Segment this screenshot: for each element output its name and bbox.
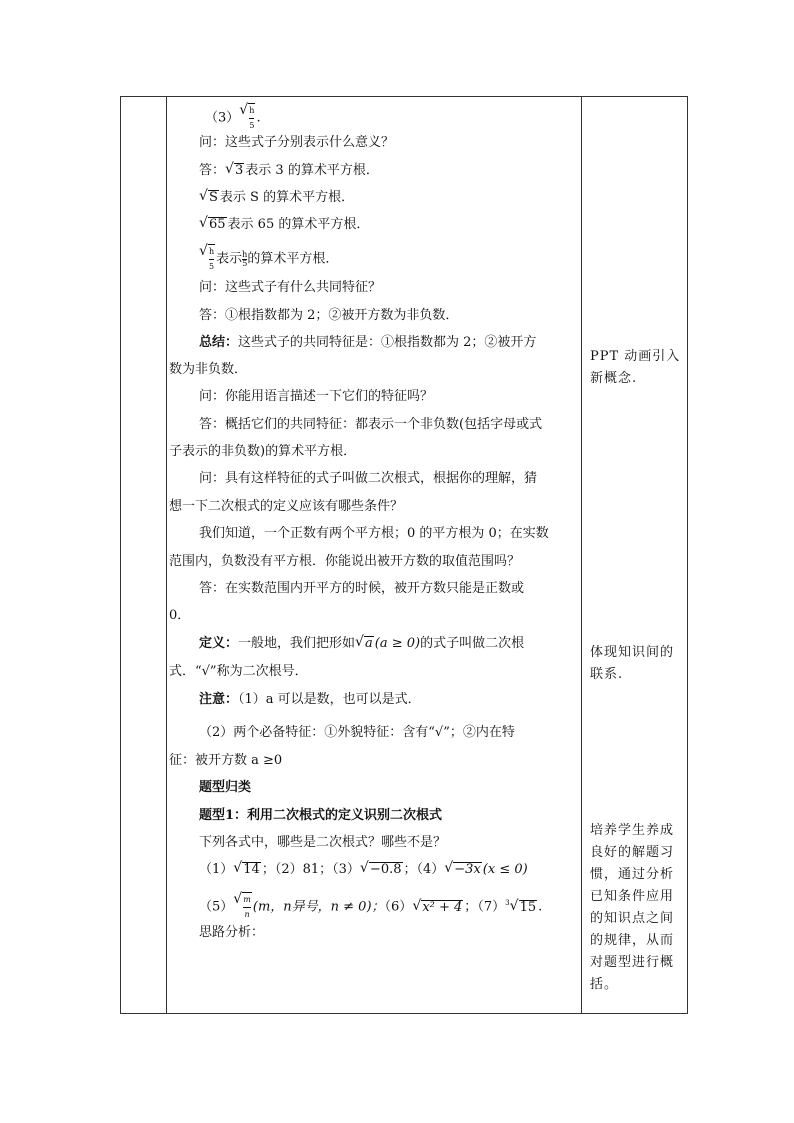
question-1: 问：这些式子分别表示什么意义？ — [199, 135, 395, 150]
answer-1: 答：√ 3 表示 3 的算术平方根． — [169, 162, 581, 180]
definition-cont: 式．“√”称为二次根号． — [169, 664, 308, 679]
answer-6: 答：概括它们的共同特征：都表示一个非负数(包括字母或式 — [199, 417, 543, 432]
item-3: （3） √ $\frac{h}{5}$ . — [169, 103, 617, 133]
summary: 总结：这些式子的共同特征是：①根指数都为 2；②被开方 — [199, 335, 537, 350]
notes-column — [581, 97, 688, 1013]
left-column — [121, 97, 167, 1013]
lesson-table — [120, 96, 688, 1014]
question-4: 问：具有这样特征的式子叫做二次根式，根据你的理解，猜 — [199, 471, 538, 486]
answer-3: √ 65 表示 65 的算术平方根． — [169, 216, 581, 234]
side-note-connection: 体现知识间的联系. — [590, 645, 675, 682]
side-note-habits: 培养学生养成良好的解题习惯，通过分析已知条件应用的知识点之间的规律，从而对题型进行概括。 — [590, 823, 675, 992]
exercise-question: 下列各式中，哪些是二次根式？哪些不是？ — [199, 835, 447, 850]
note-2: （2）两个必备特征：①外貌特征：含有“√”；②内在特 — [199, 725, 515, 740]
answer-7-cont: 0． — [169, 608, 191, 623]
exercise-row-2: （5） √ $\frac{m}{n}$ (m，n异号，n ≠ 0)；（6）√ x² + 4 ；$(7)^3√$ 15 . — [169, 892, 581, 922]
answer-2: √ S 表示 S 的算术平方根． — [169, 189, 581, 207]
summary-cont: 数为非负数． — [169, 362, 248, 377]
question-3: 问：你能用语言描述一下它们的特征吗？ — [199, 389, 434, 404]
fraction: √ $\frac{h}{5}$ — [248, 103, 255, 133]
answer-4: √ $\frac{h}{5}$ 表示 $\frac{h}{5}$ 的算术平方根． — [169, 244, 581, 274]
side-note-ppt: PPT 动画引入新概念. — [590, 349, 681, 386]
answer-6-cont: 子表示的非负数)的算术平方根． — [169, 444, 357, 459]
question-2: 问：这些式子有什么共同特征？ — [199, 280, 382, 295]
content-cell — [169, 97, 577, 1013]
analysis-label: 思路分析： — [199, 925, 265, 940]
type-1-heading: 题型1：利用二次根式的定义识别二次根式 — [199, 808, 443, 823]
question-4-cont: 想一下二次根式的定义应该有哪些条件？ — [169, 499, 404, 514]
answer-7: 答：在实数范围内开平方的时候，被开方数只能是正数或 — [199, 581, 525, 596]
definition: 定义：一般地，我们把形如√ a (a ≥ 0)的式子叫做二次根 — [169, 635, 581, 653]
exercise-row-1: （1）√ 14 ；（2）81；（3）√ −0.8 ；（4）√ −3x (x ≤ 0) — [169, 861, 581, 879]
answer-5: 答：①根指数都为 2；②被开方数为非负数． — [199, 308, 459, 323]
note-2-cont: 征：被开方数 a ≥0 — [169, 753, 283, 768]
known-facts: 我们知道，一个正数有两个平方根；0 的平方根为 0；在实数 — [199, 526, 549, 541]
known-facts-cont: 范围内，负数没有平方根．你能说出被开方数的取值范围吗？ — [169, 554, 521, 569]
category-heading: 题型归类 — [199, 780, 252, 795]
note-1: 注意：（1）a 可以是数，也可以是式． — [199, 692, 421, 707]
